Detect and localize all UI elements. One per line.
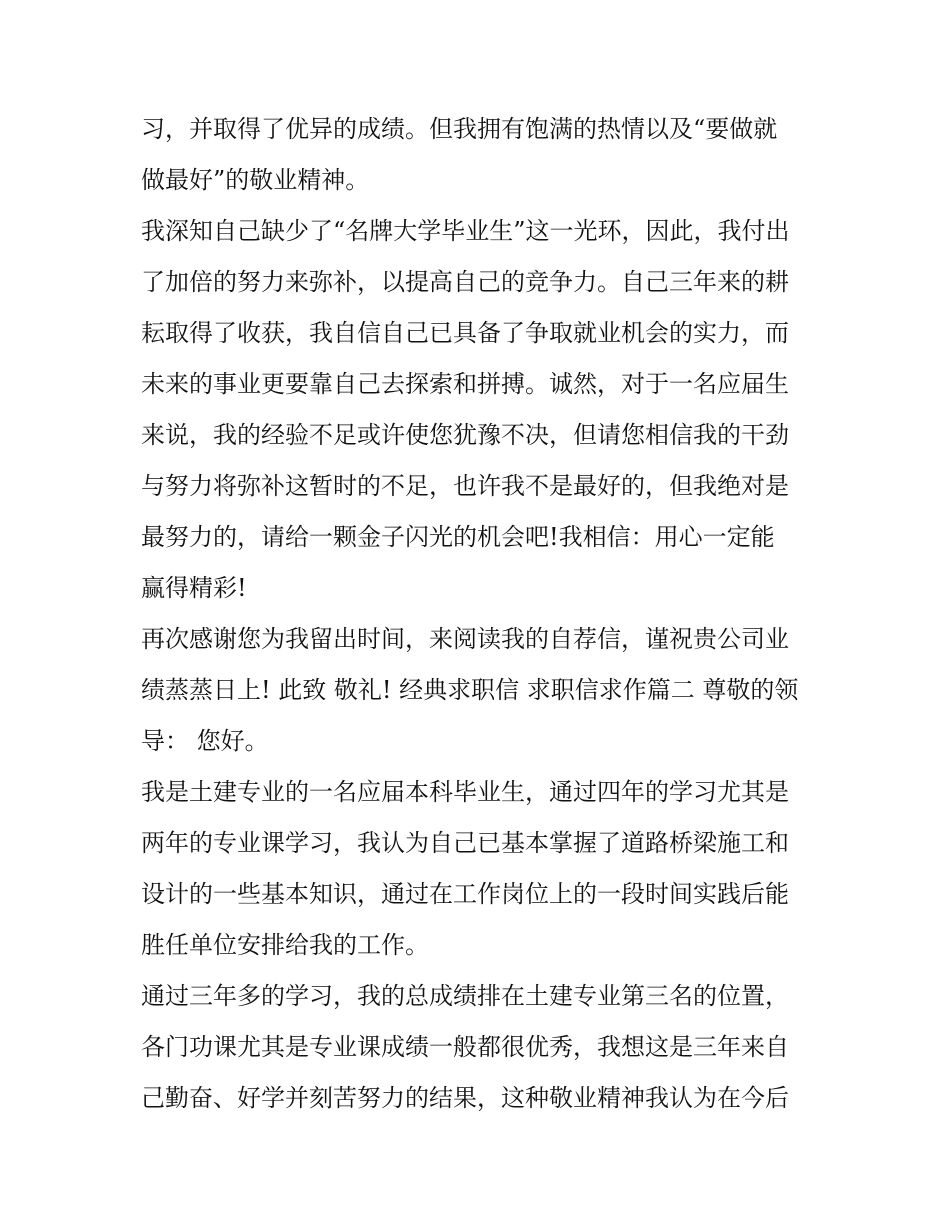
text-line: 耘取得了收获，我自信自己已具备了争取就业机会的实力，而 <box>141 319 789 347</box>
letter-body <box>141 104 821 1124</box>
text-line: 设计的一些基本知识，通过在工作岗位上的一段时间实践后能 <box>141 880 789 908</box>
text-line: 做最好”的敬业精神。 <box>141 166 370 194</box>
text-line: 胜任单位安排给我的工作。 <box>141 931 429 959</box>
text-line: 己勤奋、好学并刻苦努力的结果，这种敬业精神我认为在今后 <box>141 1084 789 1112</box>
text-line: 未来的事业更要靠自己去探索和拼搏。诚然，对于一名应届生 <box>141 370 789 398</box>
text-line: 我深知自己缺少了“名牌大学毕业生”这一光环，因此，我付出 <box>141 217 790 245</box>
text-line: 最努力的，请给一颗金子闪光的机会吧!我相信：用心一定能 <box>141 523 775 551</box>
text-line: 绩蒸蒸日上! 此致 敬礼! 经典求职信 求职信求作篇二 尊敬的领 <box>141 676 799 704</box>
text-line: 两年的专业课学习，我认为自己已基本掌握了道路桥梁施工和 <box>141 829 789 857</box>
text-line: 再次感谢您为我留出时间，来阅读我的自荐信，谨祝贵公司业 <box>141 625 789 653</box>
text-line: 各门功课尤其是专业课成绩一般都很优秀，我想这是三年来自 <box>141 1033 789 1061</box>
text-line: 了加倍的努力来弥补，以提高自己的竞争力。自己三年来的耕 <box>141 268 789 296</box>
text-line: 我是土建专业的一名应届本科毕业生，通过四年的学习尤其是 <box>141 778 789 806</box>
text-line: 导： 您好。 <box>141 727 269 755</box>
text-line: 通过三年多的学习，我的总成绩排在土建专业第三名的位置， <box>141 982 789 1010</box>
text-line: 来说，我的经验不足或许使您犹豫不决，但请您相信我的干劲 <box>141 421 789 449</box>
text-line: 与努力将弥补这暂时的不足，也许我不是最好的，但我绝对是 <box>141 472 789 500</box>
text-line: 习，并取得了优异的成绩。但我拥有饱满的热情以及“要做就 <box>141 115 778 143</box>
text-line: 赢得精彩! <box>141 574 247 602</box>
